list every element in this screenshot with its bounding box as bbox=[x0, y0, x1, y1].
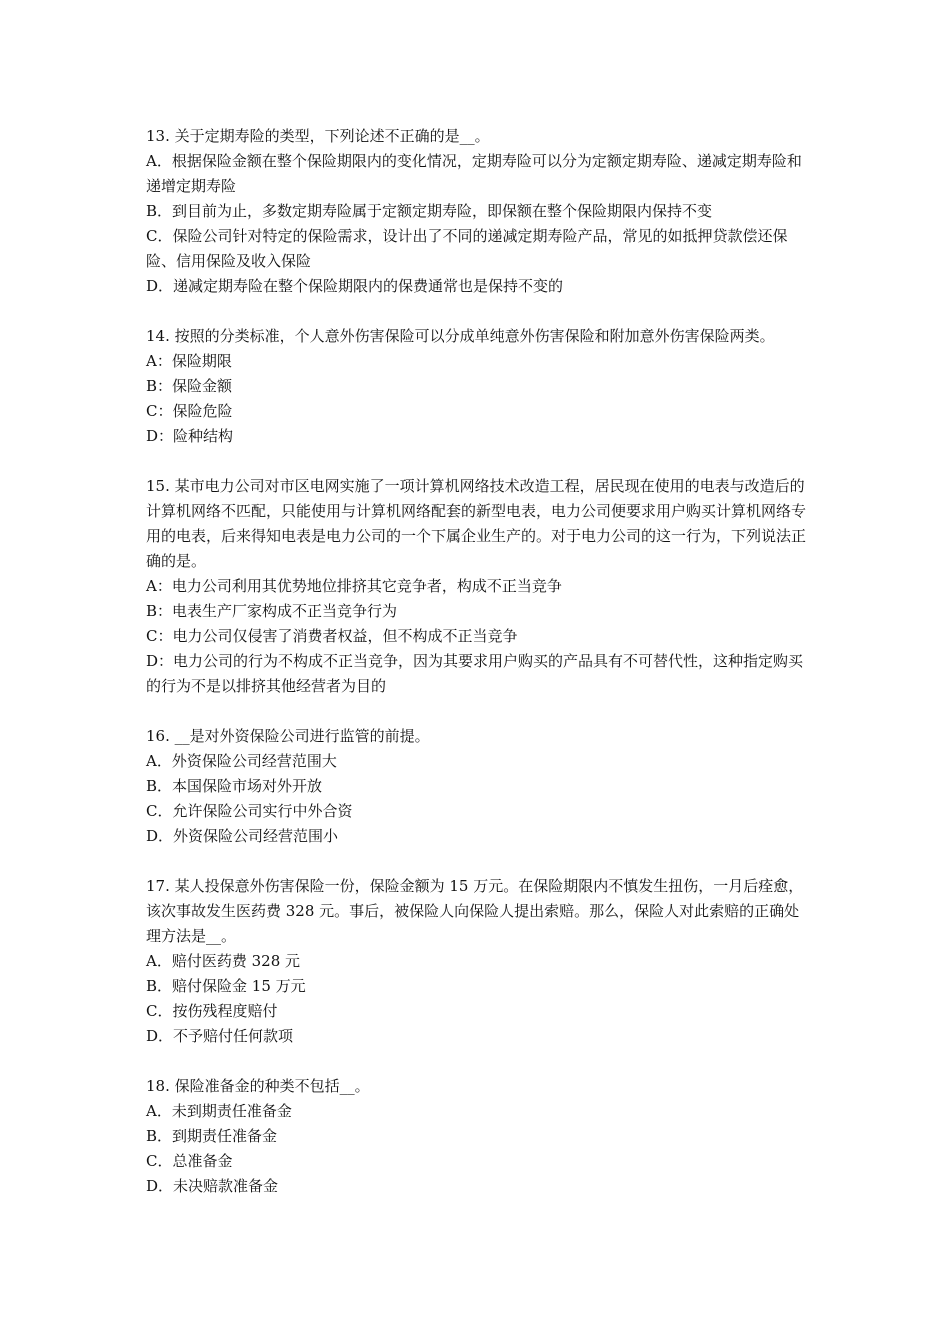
option-a: A．未到期责任准备金 bbox=[146, 1102, 292, 1120]
option-b: B．赔付保险金 15 万元 bbox=[146, 977, 306, 995]
option-c: C：保险危险 bbox=[146, 402, 233, 420]
document-page bbox=[146, 124, 810, 1224]
option-a: A：电力公司利用其优势地位排挤其它竞争者，构成不正当竞争 bbox=[146, 577, 562, 595]
option-a: A．根据保险金额在整个保险期限内的变化情况，定期寿险可以分为定额定期寿险、递减定期寿险和递增定期寿险 bbox=[146, 152, 802, 195]
option-b: B．到期责任准备金 bbox=[146, 1127, 278, 1145]
option-a: A．赔付医药费 328 元 bbox=[146, 952, 300, 970]
option-b: B：保险金额 bbox=[146, 377, 233, 395]
question-stem: 18. 保险准备金的种类不包括__。 bbox=[146, 1077, 370, 1095]
option-d: D．不予赔付任何款项 bbox=[146, 1027, 294, 1045]
option-c: C：电力公司仅侵害了消费者权益，但不构成不正当竞争 bbox=[146, 627, 518, 645]
question-16 bbox=[146, 724, 810, 849]
option-b: B．到目前为止，多数定期寿险属于定额定期寿险，即保额在整个保险期限内保持不变 bbox=[146, 202, 713, 220]
question-18 bbox=[146, 1074, 810, 1199]
option-b: B：电表生产厂家构成不正当竞争行为 bbox=[146, 602, 398, 620]
question-15 bbox=[146, 474, 810, 699]
option-d: D．递减定期寿险在整个保险期限内的保费通常也是保持不变的 bbox=[146, 277, 564, 295]
option-c: C．总准备金 bbox=[146, 1152, 233, 1170]
option-c: C．保险公司针对特定的保险需求，设计出了不同的递减定期寿险产品，常见的如抵押贷款偿还保险、信用保险及收入保险 bbox=[146, 227, 788, 270]
question-stem: 14. 按照的分类标准，个人意外伤害保险可以分成单纯意外伤害保险和附加意外伤害保险两类。 bbox=[146, 327, 775, 345]
option-d: D．未决赔款准备金 bbox=[146, 1177, 279, 1195]
option-c: C．允许保险公司实行中外合资 bbox=[146, 802, 353, 820]
option-d: D：电力公司的行为不构成不正当竞争，因为其要求用户购买的产品具有不可替代性，这种指定购买的行为不是以排挤其他经营者为目的 bbox=[146, 652, 804, 695]
option-d: D：险种结构 bbox=[146, 427, 234, 445]
question-stem: 16. __是对外资保险公司进行监管的前提。 bbox=[146, 727, 430, 745]
question-17 bbox=[146, 874, 810, 1049]
option-d: D．外资保险公司经营范围小 bbox=[146, 827, 339, 845]
question-stem: 15. 某市电力公司对市区电网实施了一项计算机网络技术改造工程，居民现在使用的电表与改造后的计算机网络不匹配，只能使用与计算机网络配套的新型电表，电力公司便要求用户购买计算机网络专用的电表，后来得知电表是电力公司的一个下属企业生产的。对于电力公司的这一行为，下列说法正确的是。 bbox=[146, 477, 807, 570]
question-13 bbox=[146, 124, 810, 299]
question-14 bbox=[146, 324, 810, 449]
question-stem: 17. 某人投保意外伤害保险一份，保险金额为 15 万元。在保险期限内不慎发生扭伤，一月后痊愈，该次事故发生医药费 328 元。事后，被保险人向保险人提出索赔。那么，保险人对此索赔的正确处理方法是__。 bbox=[146, 877, 804, 945]
question-stem: 13. 关于定期寿险的类型，下列论述不正确的是__。 bbox=[146, 127, 490, 145]
option-a: A．外资保险公司经营范围大 bbox=[146, 752, 337, 770]
option-a: A：保险期限 bbox=[146, 352, 232, 370]
option-c: C．按伤残程度赔付 bbox=[146, 1002, 278, 1020]
option-b: B．本国保险市场对外开放 bbox=[146, 777, 323, 795]
